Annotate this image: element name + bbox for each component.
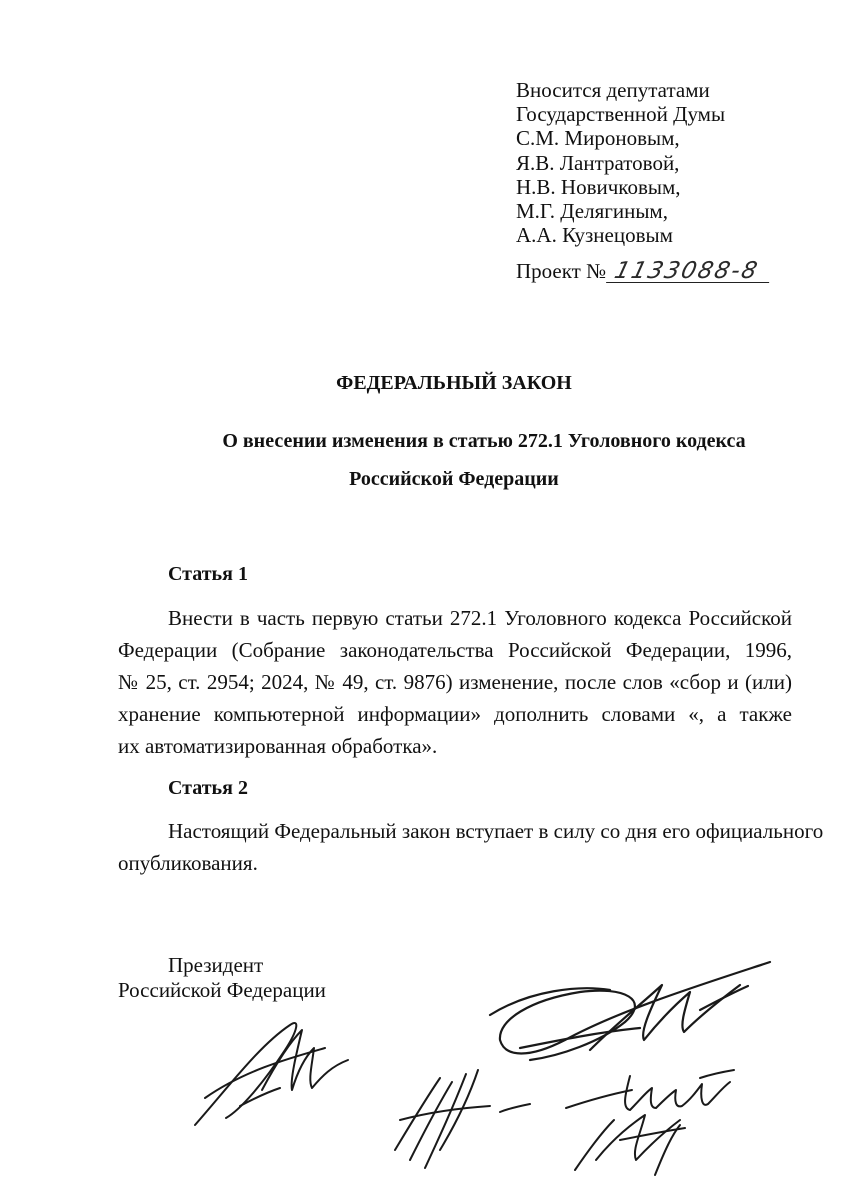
signatory-title-line-2: Российской Федерации [118, 978, 326, 1002]
project-label: Проект № [516, 259, 607, 283]
submitter-line: М.Г. Делягиным, [516, 199, 668, 224]
article-1-line: № 25, ст. 2954; 2024, № 49, ст. 9876) изменение, после слов «сбор и (или) [118, 670, 792, 694]
signature-2 [395, 1070, 530, 1168]
submitter-line: Государственной Думы [516, 102, 726, 127]
submitter-line: Я.В. Лантратовой, [516, 150, 680, 175]
signature-3 [490, 962, 770, 1060]
submitter-line: Н.В. Новичковым, [516, 174, 681, 199]
article-1-line: Внести в часть первую статьи 272.1 Уголовного кодекса Российской [168, 606, 792, 630]
project-number-value: 1133088-8 [608, 258, 766, 284]
submitter-line: С.М. Мироновым, [516, 126, 680, 151]
article-1-line: Федерации (Собрание законодательства Российской Федерации, 1996, [118, 638, 792, 662]
signature-4 [566, 1070, 734, 1175]
submitter-line: А.А. Кузнецовым [516, 223, 673, 248]
article-2-line: Настоящий Федеральный закон вступает в силу со дня его официального [168, 819, 824, 843]
law-subject-line-2: Российской Федерации [349, 468, 559, 490]
submitter-line: Вносится депутатами [516, 78, 710, 102]
article-2-heading: Статья 2 [168, 777, 248, 799]
article-1-line: их автоматизированная обработка». [118, 734, 438, 758]
law-type-heading: ФЕДЕРАЛЬНЫЙ ЗАКОН [336, 372, 572, 394]
article-1-line: хранение компьютерной информации» дополнить словами «, а также [118, 702, 792, 726]
article-1-heading: Статья 1 [168, 563, 248, 585]
article-2-line: опубликования. [118, 851, 258, 875]
law-subject-line-1: О внесении изменения в статью 272.1 Уголовного кодекса [222, 430, 746, 452]
signature-1 [195, 1023, 348, 1125]
signatory-title-line-1: Президент [168, 953, 264, 977]
